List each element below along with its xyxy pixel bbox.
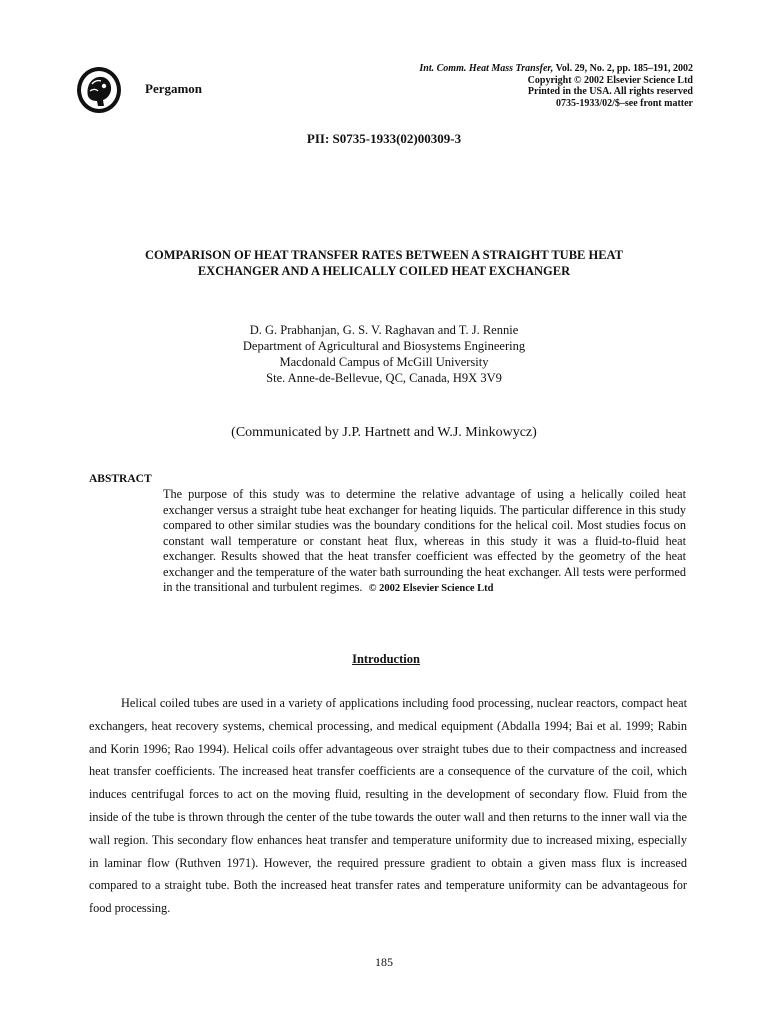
- introduction-paragraph: Helical coiled tubes are used in a variety of applications including food processing, nuclear reactors, compact heat exchangers, heat recovery systems, chemical processing, and medical equipment (Abdalla 1994; Bai et al. 1999; Rabin and Korin 1996; Rao 1994). Helical coils offer advantageous over straight tubes due to their compactness and increased heat transfer coefficients. The increased heat transfer coefficients are a consequence of the curvature of the coil, which induces centrifugal forces to act on the moving fluid, resulting in the development of secondary flow. Fluid from the inside of the tube is thrown through the center of the tube towards the outer wall and then returns to the inner wall via the wall region. This secondary flow enhances heat transfer and temperature uniformity due to increased mixing, especially in laminar flow (Ruthven 1971). However, the required pressure gradient to obtain a given mass flux is increased compared to a straight tube. Both the increased heat transfer rates and temperature uniformity can be advantageous for food processing.: [89, 696, 687, 916]
- journal-copyright: Copyright © 2002 Elsevier Science Ltd: [527, 74, 693, 86]
- title-line: EXCHANGER AND A HELICALLY COILED HEAT EXCHANGER: [197, 264, 571, 278]
- pergamon-seal-icon: [76, 66, 122, 114]
- section-heading-introduction: Introduction: [352, 652, 420, 666]
- abstract-copyright: © 2002 Elsevier Science Ltd: [368, 583, 494, 594]
- abstract-body: [163, 487, 686, 597]
- journal-citation: [419, 63, 693, 75]
- page-number: 185: [375, 955, 393, 969]
- publisher-name: Pergamon: [145, 81, 203, 96]
- journal-name: Int. Comm. Heat Mass Transfer,: [419, 63, 554, 74]
- journal-printed: Printed in the USA. All rights reserved: [527, 86, 693, 97]
- journal-volume: Vol. 29, No. 2, pp. 185–191, 2002: [555, 63, 693, 74]
- paper-title: [100, 247, 668, 279]
- journal-issn: 0735-1933/02/$–see front matter: [555, 97, 693, 109]
- publisher-logo: [76, 66, 122, 114]
- affiliation-line: Macdonald Campus of McGill University: [279, 355, 489, 369]
- affiliation-line: Department of Agricultural and Biosystems Engineering: [242, 339, 526, 353]
- pii-identifier: PII: S0735-1933(02)00309-3: [306, 131, 462, 146]
- author-names: D. G. Prabhanjan, G. S. V. Raghavan and T. J. Rennie: [249, 323, 519, 337]
- abstract-text: The purpose of this study was to determine the relative advantage of using a helically coiled heat exchanger versus a straight tube heat exchanger for heating liquids. The particular difference in this study compared to other similar studies was the boundary conditions for the helical coil. Most studies focus on constant wall temperature or constant heat flux, whereas in this study it was a fluid-to-fluid heat exchanger. Results showed that the heat transfer coefficient was effected by the geometry of the heat exchanger and the temperature of the water bath surrounding the heat exchanger. All tests were performed in the transitional and turbulent regimes.: [163, 487, 686, 594]
- author-block: [0, 322, 768, 386]
- communicated-by: (Communicated by J.P. Hartnett and W.J. Minkowycz): [231, 425, 537, 440]
- abstract-heading: ABSTRACT: [89, 473, 152, 485]
- journal-info: [419, 63, 693, 109]
- affiliation-line: Ste. Anne-de-Bellevue, QC, Canada, H9X 3V9: [266, 371, 502, 385]
- title-line: COMPARISON OF HEAT TRANSFER RATES BETWEEN A STRAIGHT TUBE HEAT: [144, 248, 623, 262]
